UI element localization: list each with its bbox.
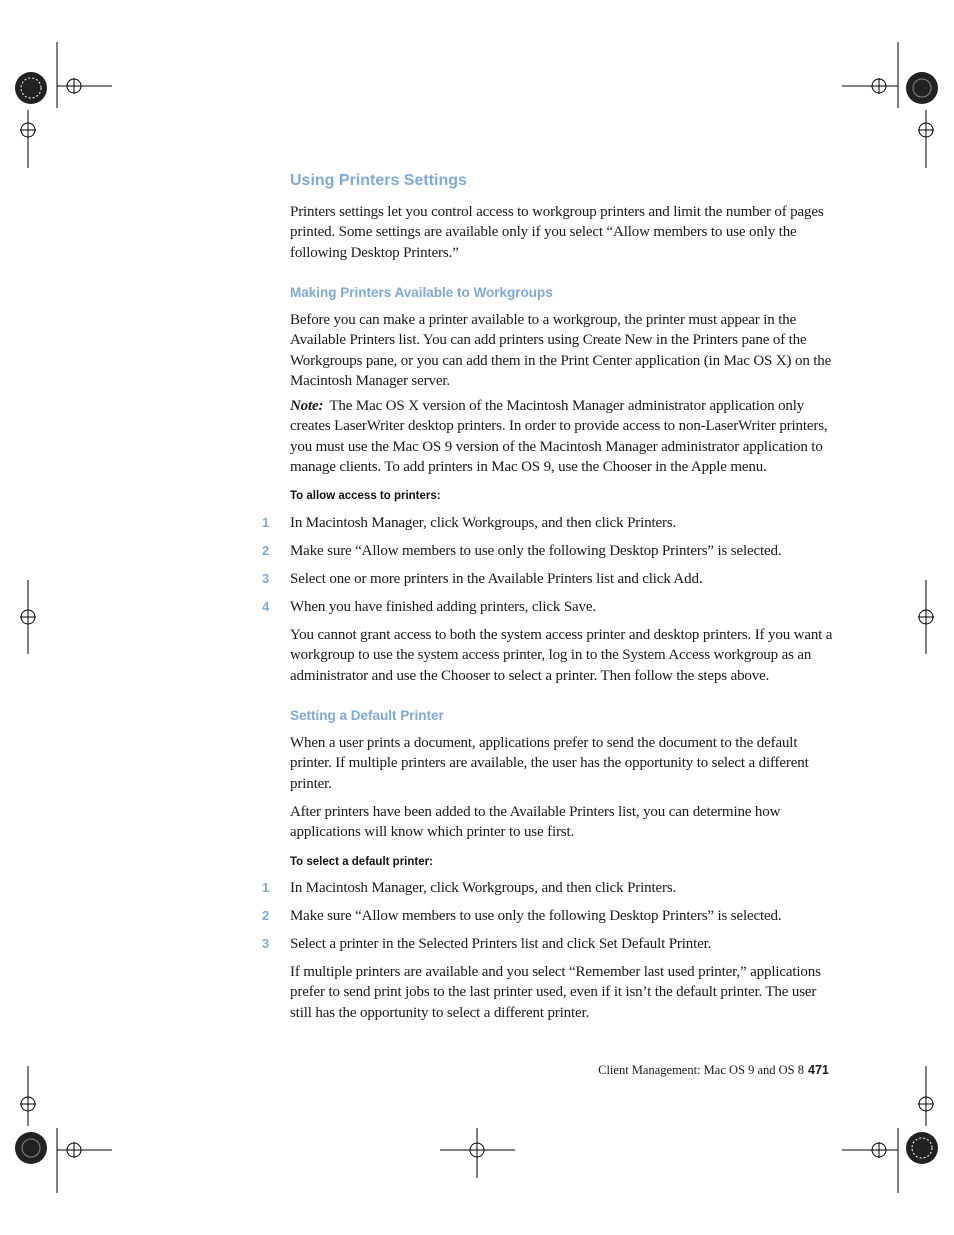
step-item [262, 906, 842, 926]
making-after-steps: You cannot grant access to both the system access printer and desktop printers. If you want a workgroup to use the system access printer, log in to the System Access workgroup as an administrator and use the Chooser to select a printer. Then follow the steps above. [290, 627, 833, 684]
section-intro: Printers settings let you control access to workgroup printers and limit the number of pages printed. Some settings are available only if you select “Allow members to use only the following Desktop Printers.” [290, 204, 824, 261]
default-body-2: After printers have been added to the Available Printers list, you can determine how applications will know which printer to use first. [290, 804, 781, 841]
step-number: 1 [262, 880, 270, 895]
subsection-title-making: Making Printers Available to Workgroups [290, 285, 553, 300]
procedure-title-default: To select a default printer: [290, 856, 433, 868]
section-title: Using Printers Settings [290, 172, 467, 189]
footer-chapter: Client Management: Mac OS 9 and OS 8 [598, 1063, 804, 1077]
step-item [262, 878, 842, 898]
step-item [262, 513, 842, 533]
subsection-title-default: Setting a Default Printer [290, 708, 444, 723]
step-number: 4 [262, 599, 270, 614]
making-body: Before you can make a printer available to a workgroup, the printer must appear in the Available Printers list. You can add printers using Create New in the Printers pane of the Workgroups pane, or you can add them in the Print Center application (in Mac OS X) on the Macintosh Manager server. [290, 312, 832, 390]
step-text: Select a printer in the Selected Printers list and click Set Default Printer. [290, 936, 712, 952]
step-number: 3 [262, 571, 270, 586]
note-text: The Mac OS X version of the Macintosh Manager administrator application only creates LaserWriter desktop printers. In order to provide access to non-LaserWriter printers, you must use the Mac OS 9 version of the Macintosh Manager administrator application to manage clients. To add printers in Mac OS 9, use the Chooser in the Apple menu. [290, 398, 828, 476]
step-text: Make sure “Allow members to use only the following Desktop Printers” is selected. [290, 908, 782, 924]
step-text: When you have finished adding printers, click Save. [290, 599, 597, 615]
note-paragraph [290, 396, 835, 478]
step-item [262, 541, 842, 561]
default-body-1: When a user prints a document, applications prefer to send the document to the default printer. If multiple printers are available, the user has the opportunity to select a different printer. [290, 735, 809, 792]
step-item [262, 597, 842, 617]
page-footer [560, 1063, 829, 1078]
step-text: Make sure “Allow members to use only the following Desktop Printers” is selected. [290, 543, 782, 559]
step-text: Select one or more printers in the Available Printers list and click Add. [290, 571, 703, 587]
step-text: In Macintosh Manager, click Workgroups, and then click Printers. [290, 515, 677, 531]
step-number: 2 [262, 543, 270, 558]
step-number: 1 [262, 515, 270, 530]
step-text: In Macintosh Manager, click Workgroups, and then click Printers. [290, 880, 677, 896]
step-number: 2 [262, 908, 270, 923]
step-number: 3 [262, 936, 270, 951]
step-item [262, 569, 842, 589]
page-number: 471 [808, 1063, 829, 1077]
default-after-steps: If multiple printers are available and you select “Remember last used printer,” applications prefer to send print jobs to the last printer used, even if it isn’t the default printer. The user still has the opportunity to select a different printer. [290, 964, 821, 1021]
step-item [262, 934, 842, 954]
note-label: Note: [290, 398, 324, 414]
procedure-title-allow: To allow access to printers: [290, 490, 441, 502]
